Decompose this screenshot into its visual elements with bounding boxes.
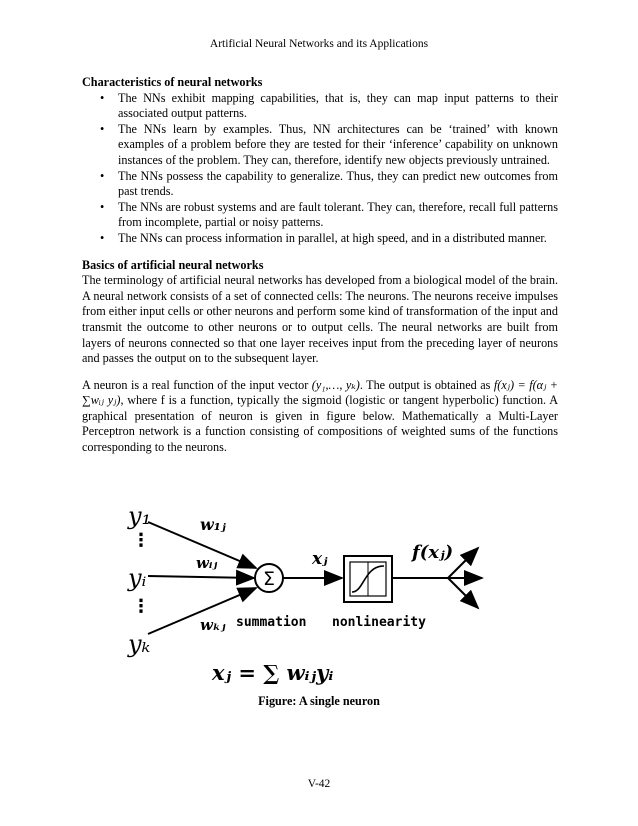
nonlinearity-label: nonlinearity [332,615,426,630]
formula-tail: wᵢⱼ yⱼ) [90,393,121,408]
page-body [82,75,558,456]
neuron-text-b: . The output is obtained as [359,377,491,392]
sigma-symbol: Σ [262,568,276,590]
vertical-ellipsis-icon: ⋮ [132,530,150,551]
formula-rhs: (αⱼ + ∑ [82,377,559,408]
input-yk-label: yₖ [128,630,151,658]
list-item: • The NNs possess the capability to generalize. Thus, they can predict new outcomes from past trends. [118,169,558,200]
weight-w1j-label: w₁ⱼ [200,515,226,534]
neuron-definition-paragraph [82,378,558,456]
weight-wkj-label: wₖⱼ [200,616,226,634]
list-item: • The NNs exhibit mapping capabilities, that is, they can map input patterns to their associated output patterns. [118,91,558,122]
vertical-ellipsis-icon: ⋮ [132,596,150,617]
summation-equation: xⱼ = ∑ wᵢⱼyᵢ [212,660,334,685]
neuron-text-a: A neuron is a real function of the input vector [82,377,309,392]
characteristics-list [82,91,558,247]
summation-label: summation [236,615,307,630]
page-number: V-42 [307,778,331,790]
input-y1-label: y₁ [128,502,152,530]
xj-label: xⱼ [312,549,328,569]
figure-caption: Figure: A single neuron [258,694,380,708]
neuron-text-c: , where f is a function, typically the sigmoid (logistic or tangent hyperbolic) function. A graphical presentation of neuron is given in figure below. Mathematically a Multi-Layer Perceptron network is a function consisting of compositions of weighted sums of the functions corresponding to the neurons. [82,393,558,455]
list-item: • The NNs can process information in parallel, at high speed, and in a distributed manner. [118,231,558,247]
section-heading-characteristics: Characteristics of neural networks [82,75,263,89]
formula-lhs: f(xⱼ) = f [493,377,533,392]
input-yi-label: yᵢ [128,564,147,592]
input-vector: (y₁,…, yₖ) [311,377,360,392]
basics-paragraph: The terminology of artificial neural networks has developed from a biological model of the brain. A neural network consists of a set of connected cells: The neurons. The neurons receive impulses from either input cells or other neurons and perform some kind of transformation of the input and transmit the outcome to other neurons or to output cells. The neural networks are built from layers of neurons connected so that one layer receives input from the preceding layer of neurons and passes the output on to the subsequent layer. [82,273,558,366]
section-heading-basics: Basics of artificial neural networks [82,257,264,272]
list-item: • The NNs learn by examples. Thus, NN architectures can be ‘trained’ with known examples of a problem before they are tested for their ‘inference’ capability on unknown instances of the problem. They can, therefore, identify new objects previously untrained. [118,122,558,169]
fxj-label: f(xⱼ) [412,542,454,563]
list-item: • The NNs are robust systems and are fault tolerant. They can, therefore, recall full patterns from incomplete, partial or noisy patterns. [118,200,558,231]
running-header: Artificial Neural Networks and its Applications [209,38,429,50]
weight-wij-label: wᵢⱼ [196,554,218,572]
neuron-figure [126,500,511,690]
